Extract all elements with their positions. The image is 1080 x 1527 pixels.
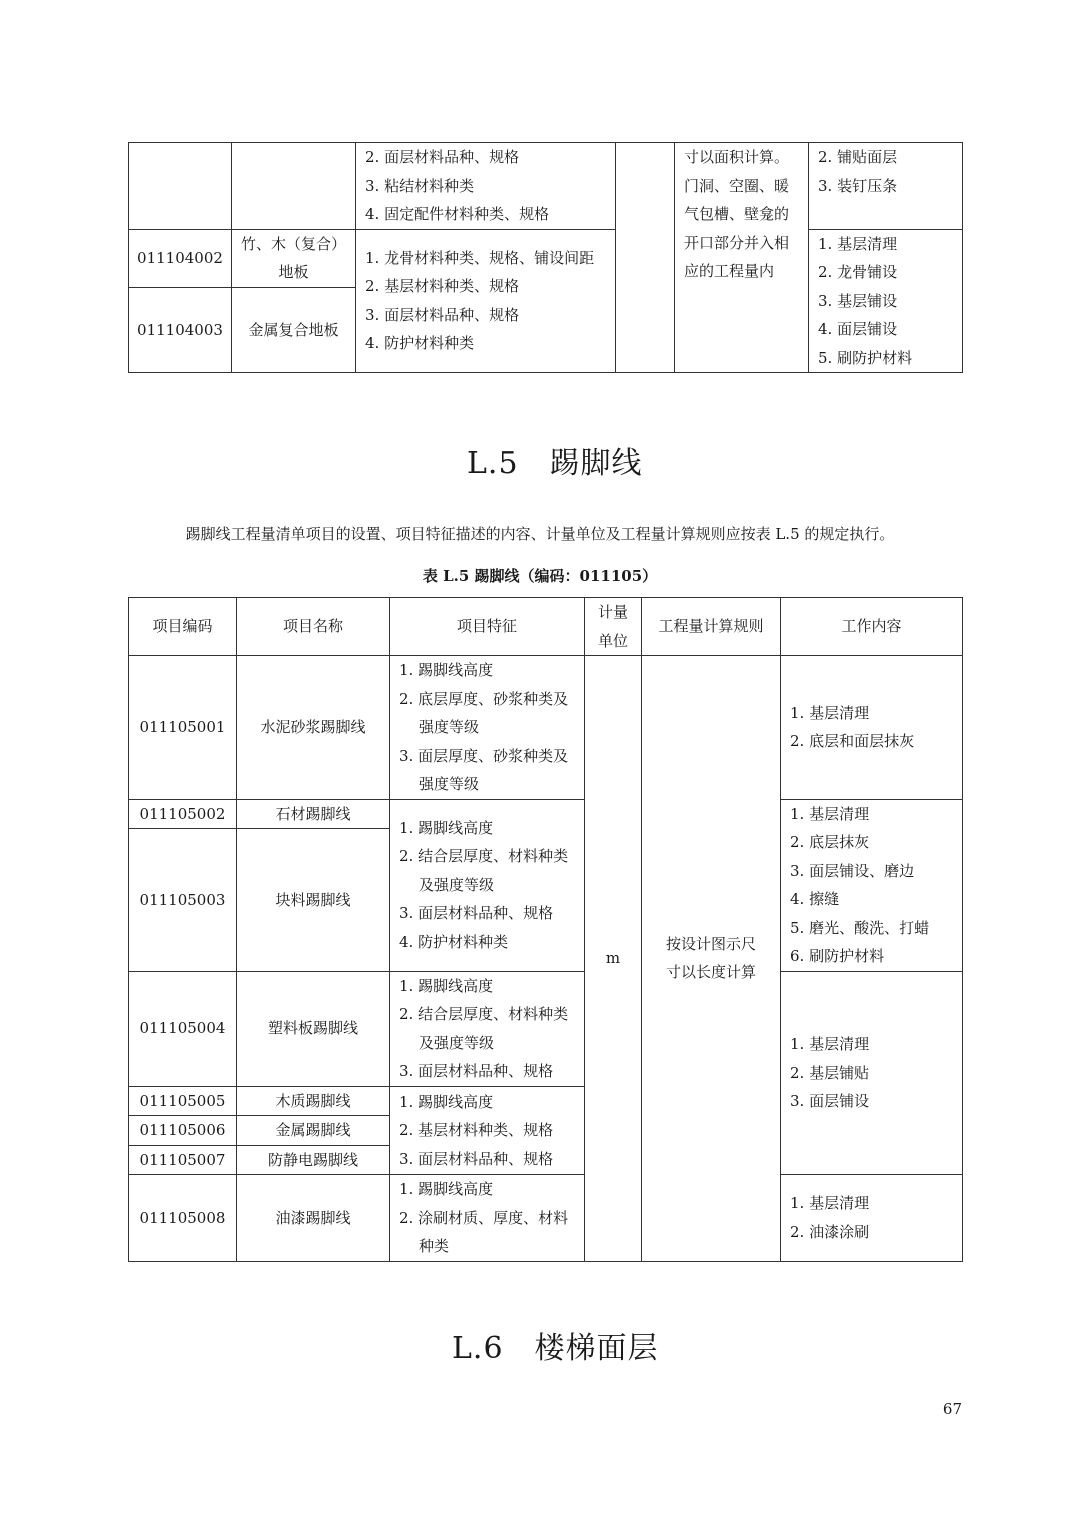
rule-cell — [675, 143, 809, 373]
rule-line: 寸以长度计算 — [665, 963, 756, 982]
feature-line: 2. 面层材料品种、规格 — [365, 148, 520, 166]
work-cell — [809, 143, 963, 230]
work-line: 1. 基层清理 — [790, 1035, 870, 1053]
feature-line: 4. 固定配件材料种类、规格 — [365, 205, 550, 223]
rule-line: 开口部分并入相 — [684, 233, 790, 252]
feature-line: 2. 结合层厚度、材料种类 — [399, 1005, 569, 1023]
feature-line: 1. 踢脚线高度 — [399, 661, 494, 679]
feature-line: 3. 粘结材料种类 — [365, 176, 475, 195]
work-cell — [781, 799, 963, 971]
work-line: 2. 铺贴面层 — [818, 148, 898, 166]
feature-line: 2. 涂刷材质、厚度、材料 — [399, 1208, 569, 1227]
feature-line: 及强度等级 — [419, 875, 495, 894]
code-cell: 011105005 — [129, 1086, 237, 1116]
header-unit-line: 计量 — [597, 603, 628, 621]
rule-line: 气包槽、壁龛的 — [684, 205, 790, 223]
code-cell: 011105004 — [129, 971, 237, 1086]
feature-line: 1. 踢脚线高度 — [399, 818, 494, 837]
work-line: 2. 油漆涂刷 — [790, 1222, 870, 1241]
feature-line: 4. 防护材料种类 — [399, 932, 509, 951]
work-line: 2. 基层铺贴 — [790, 1063, 870, 1082]
header-work: 工作内容 — [781, 598, 963, 656]
code-cell: 011105008 — [129, 1175, 237, 1262]
feature-line: 2. 底层厚度、砂浆种类及 — [399, 689, 569, 708]
name-cell: 塑料板踢脚线 — [237, 971, 390, 1086]
header-features: 项目特征 — [390, 598, 585, 656]
feature-line: 及强度等级 — [419, 1033, 495, 1052]
feature-line: 种类 — [419, 1237, 450, 1255]
features-cell — [390, 971, 585, 1086]
name-cell: 油漆踢脚线 — [237, 1175, 390, 1262]
work-line: 5. 刷防护材料 — [818, 348, 913, 367]
features-cell — [356, 143, 616, 230]
work-line: 4. 面层铺设 — [818, 320, 898, 338]
feature-line: 强度等级 — [419, 775, 480, 793]
code-cell: 011105003 — [129, 829, 237, 971]
section-title-l6: L.6 楼梯面层 — [452, 1331, 659, 1366]
feature-line: 1. 踢脚线高度 — [399, 976, 494, 995]
name-cell: 防静电踢脚线 — [237, 1145, 390, 1175]
name-cell: 水泥砂浆踢脚线 — [237, 656, 390, 800]
code-cell: 011104003 — [129, 287, 232, 372]
continuation-table — [128, 142, 963, 373]
work-line: 3. 面层铺设 — [790, 1092, 870, 1110]
unit-cell: m — [585, 656, 642, 1262]
header-name: 项目名称 — [237, 598, 390, 656]
work-line: 2. 龙骨铺设 — [818, 263, 898, 281]
header-rule: 工程量计算规则 — [642, 598, 781, 656]
work-line: 1. 基层清理 — [790, 1194, 870, 1213]
rule-line: 应的工程量内 — [684, 262, 775, 280]
feature-line: 2. 结合层厚度、材料种类 — [399, 847, 569, 866]
feature-line: 4. 防护材料种类 — [365, 334, 475, 353]
feature-line: 2. 基层材料种类、规格 — [365, 277, 520, 296]
features-cell — [390, 656, 585, 800]
rule-cell — [642, 656, 781, 1262]
name-cell: 块料踢脚线 — [237, 829, 390, 971]
work-line: 1. 基层清理 — [818, 234, 898, 253]
work-line: 1. 基层清理 — [790, 804, 870, 823]
intro-paragraph: 踢脚线工程量清单项目的设置、项目特征描述的内容、计量单位及工程量计算规则应按表 L.5 的规定执行。 — [185, 525, 895, 543]
unit-cell — [616, 143, 675, 373]
page-number: 67 — [942, 1400, 962, 1418]
feature-line: 强度等级 — [419, 718, 480, 736]
work-line: 3. 基层铺设 — [818, 291, 898, 310]
header-code: 项目编码 — [129, 598, 237, 656]
features-cell — [356, 229, 616, 373]
work-line: 4. 擦缝 — [790, 890, 840, 908]
name-cell: 木质踢脚线 — [237, 1086, 390, 1116]
table-caption: 表 L.5 踢脚线（编码：011105） — [422, 567, 658, 585]
work-line: 2. 底层抹灰 — [790, 833, 870, 851]
name-cell: 竹、木（复合）地板 — [232, 229, 356, 287]
rule-line: 门洞、空圈、暖 — [684, 176, 790, 195]
rule-line: 寸以面积计算。 — [684, 148, 790, 166]
name-cell: 金属复合地板 — [232, 287, 356, 372]
code-cell: 011105006 — [129, 1116, 237, 1146]
name-cell: 金属踢脚线 — [237, 1116, 390, 1146]
work-line: 3. 面层铺设、磨边 — [790, 861, 915, 880]
name-cell: 石材踢脚线 — [237, 799, 390, 829]
work-cell — [781, 656, 963, 800]
header-unit-line: 单位 — [597, 631, 628, 650]
work-line: 2. 底层和面层抹灰 — [790, 732, 915, 751]
feature-line: 1. 龙骨材料种类、规格、铺设间距 — [365, 248, 595, 267]
feature-line: 1. 踢脚线高度 — [399, 1092, 494, 1111]
code-cell: 011104002 — [129, 229, 232, 287]
feature-line: 3. 面层厚度、砂浆种类及 — [399, 746, 569, 765]
work-line: 5. 磨光、酸洗、打蜡 — [790, 918, 930, 937]
code-cell: 011105001 — [129, 656, 237, 800]
rule-line: 按设计图示尺 — [665, 934, 756, 953]
work-line: 1. 基层清理 — [790, 703, 870, 722]
skirting-table — [128, 597, 963, 1262]
header-unit — [585, 598, 642, 656]
work-cell — [781, 1175, 963, 1262]
features-cell — [390, 1086, 585, 1175]
feature-line: 3. 面层材料品种、规格 — [399, 1149, 554, 1168]
feature-line: 1. 踢脚线高度 — [399, 1180, 494, 1198]
section-title-l5: L.5 踢脚线 — [467, 446, 643, 481]
code-cell: 011105002 — [129, 799, 237, 829]
feature-line: 2. 基层材料种类、规格 — [399, 1121, 554, 1139]
work-cell — [809, 229, 963, 373]
work-cell — [781, 971, 963, 1175]
features-cell — [390, 1175, 585, 1262]
code-cell: 011105007 — [129, 1145, 237, 1175]
work-line: 6. 刷防护材料 — [790, 947, 885, 965]
feature-line: 3. 面层材料品种、规格 — [399, 1062, 554, 1080]
feature-line: 3. 面层材料品种、规格 — [399, 904, 554, 923]
features-cell — [390, 799, 585, 971]
work-line: 3. 装钉压条 — [818, 176, 898, 195]
feature-line: 3. 面层材料品种、规格 — [365, 305, 520, 324]
code-cell — [129, 143, 232, 230]
name-cell — [232, 143, 356, 230]
